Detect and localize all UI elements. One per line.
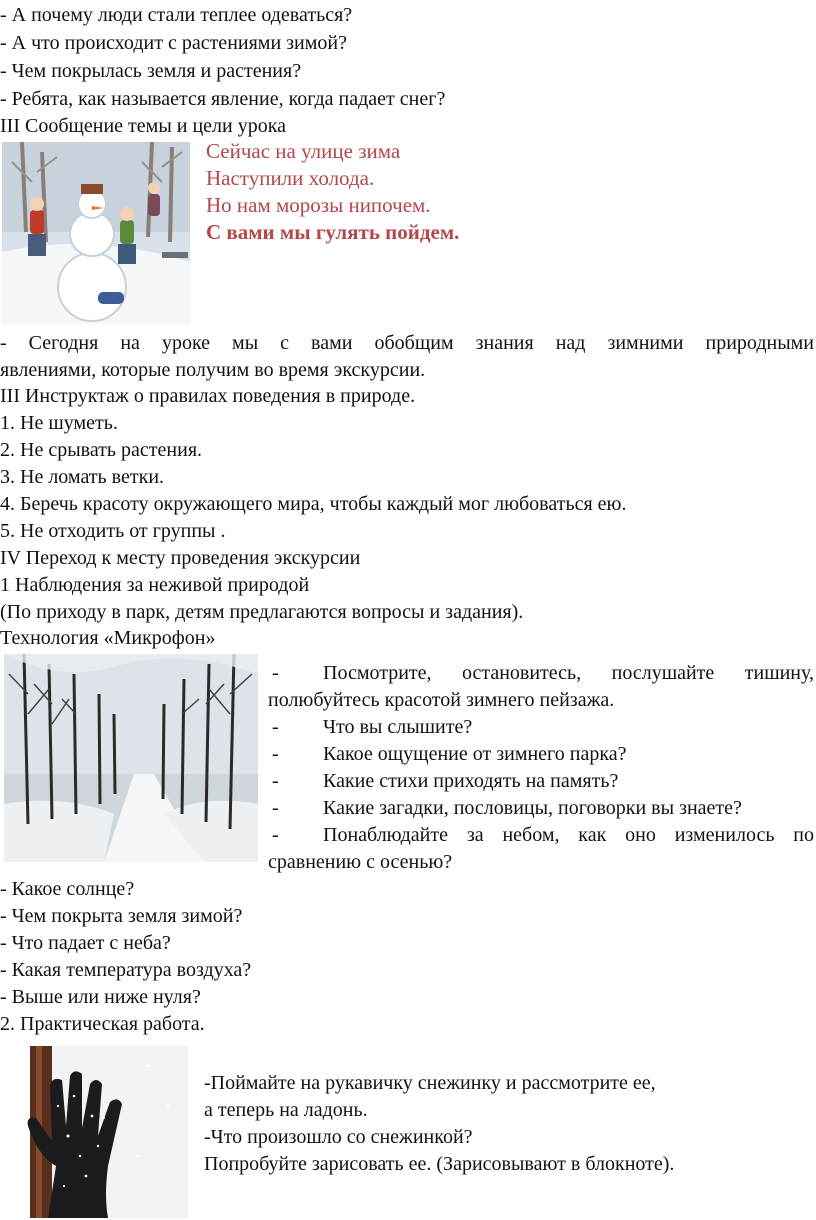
sky-question-3: - Что падает с неба? <box>0 932 171 954</box>
mic-dash-6: - <box>272 824 279 846</box>
task-line-2: а теперь на ладонь. <box>204 1099 368 1121</box>
practical-work-heading: 2. Практическая работа. <box>0 1013 205 1035</box>
mic-dash-4: - <box>272 770 279 792</box>
section-heading-transition: IV Переход к месту проведения экскурсии <box>0 547 361 569</box>
snowman-children-illustration <box>2 142 190 324</box>
mic-item-5: Какие загадки, пословицы, поговорки вы знаете? <box>323 797 742 819</box>
mic-dash-5: - <box>272 797 279 819</box>
rule-item-3: 3. Не ломать ветки. <box>0 466 165 488</box>
rule-item-2: 2. Не срывать растения. <box>0 439 203 461</box>
rule-item-4: 4. Беречь красоту окружающего мира, чтобы каждый мог любоваться ею. <box>0 493 627 515</box>
mic-item-2: Что вы слышите? <box>323 716 473 738</box>
poem-line-3: Но нам морозы нипочем. <box>206 193 431 217</box>
intro-question-3: - Чем покрылась земля и растения? <box>0 60 302 82</box>
section-heading-topic: III Сообщение темы и цели урока <box>0 115 287 137</box>
mic-item-3: Какое ощущение от зимнего парка? <box>323 743 627 765</box>
observation-heading: 1 Наблюдения за неживой природой <box>0 574 310 596</box>
task-line-3: -Что произошло со снежинкой? <box>204 1126 473 1148</box>
mic-item-6-continued: сравнению с осенью? <box>268 851 453 873</box>
poem-line-4: С вами мы гулять пойдем. <box>206 220 460 244</box>
winter-park-photo <box>4 654 258 862</box>
mic-item-1-continued: полюбуйтесь красотой зимнего пейзажа. <box>268 689 615 711</box>
rule-item-1: 1. Не шуметь. <box>0 412 118 434</box>
intro-question-1: - А почему люди стали теплее одеваться? <box>0 4 353 26</box>
mic-item-1: Посмотрите, остановитесь, послушайте тишину, <box>323 662 814 684</box>
poem-line-1: Сейчас на улице зима <box>206 139 401 163</box>
task-line-4: Попробуйте зарисовать ее. (Зарисовывают в блокноте). <box>204 1153 675 1175</box>
sky-question-5: - Выше или ниже нуля? <box>0 986 201 1008</box>
sky-question-4: - Какая температура воздуха? <box>0 959 252 981</box>
mic-item-6: Понаблюдайте за небом, как оно изменилось по <box>323 824 814 846</box>
section-heading-rules: III Инструктаж о правилах поведения в природе. <box>0 385 416 407</box>
poem-line-2: Наступили холода. <box>206 166 375 190</box>
sky-question-2: - Чем покрыта земля зимой? <box>0 905 243 927</box>
observation-note: (По приходу в парк, детям предлагаются вопросы и задания). <box>0 601 524 623</box>
glove-snowflake-photo <box>8 1046 188 1218</box>
mic-item-4: Какие стихи приходять на память? <box>323 770 619 792</box>
mic-dash-2: - <box>272 716 279 738</box>
intro-question-2: - А что происходит с растениями зимой? <box>0 32 347 54</box>
mic-dash-1: - <box>272 662 279 684</box>
rule-item-5: 5. Не отходить от группы . <box>0 520 226 542</box>
lesson-summary-line-1: - Сегодня на уроке мы с вами обобщим знания над зимними природными <box>0 332 814 354</box>
intro-question-4: - Ребята, как называется явление, когда падает снег? <box>0 88 446 110</box>
mic-dash-3: - <box>272 743 279 765</box>
task-line-1: -Поймайте на рукавичку снежинку и рассмотрите ее, <box>204 1072 656 1094</box>
sky-question-1: - Какое солнце? <box>0 878 135 900</box>
lesson-summary-line-2: явлениями, которые получим во время экскурсии. <box>0 359 426 381</box>
technology-title: Технология «Микрофон» <box>0 627 216 649</box>
